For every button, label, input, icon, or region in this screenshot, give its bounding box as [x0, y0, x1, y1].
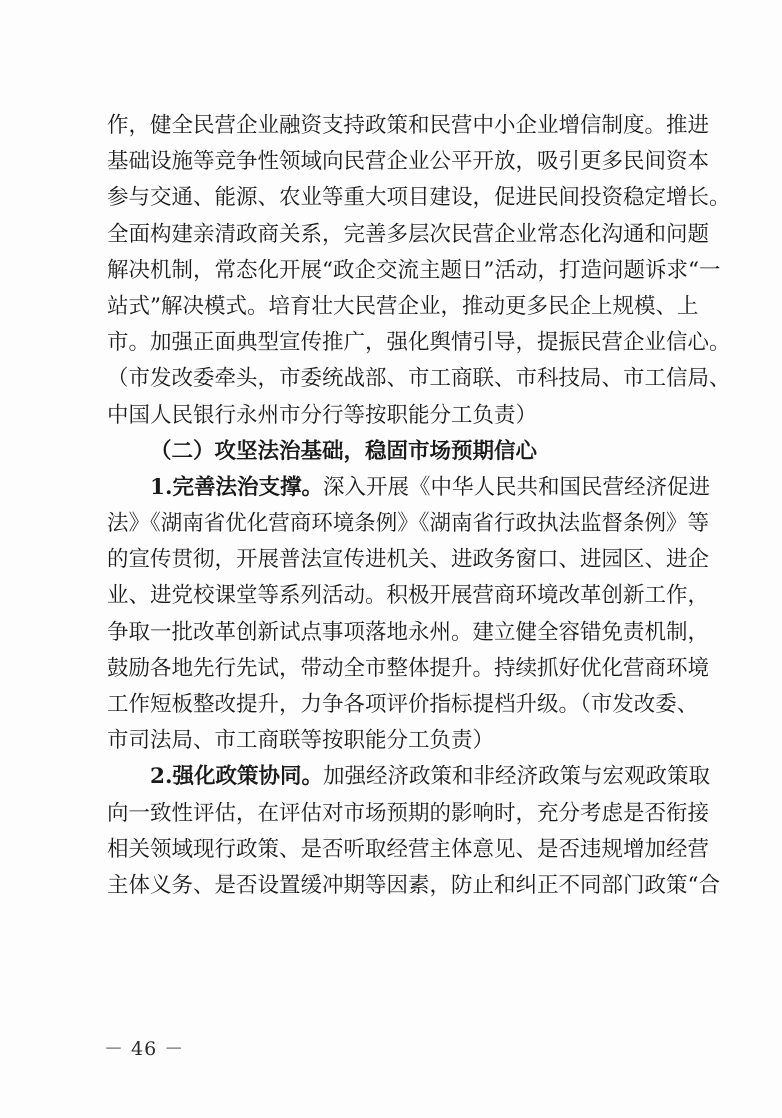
text-line: 参与交通、能源、农业等重大项目建设，促进民间投资稳定增长。	[107, 185, 731, 211]
text-line: 向一致性评估，在评估对市场预期的影响时，充分考虑是否衔接	[107, 800, 710, 826]
text-line: 中国人民银行永州市分行等按职能分工负责）	[107, 402, 538, 428]
text-line: 业、进党校课堂等系列活动。积极开展营商环境改革创新工作，	[107, 583, 710, 609]
page-number: － 46 －	[104, 1038, 185, 1060]
text-line: （市发改委牵头，市委统战部、市工商联、市科技局、市工信局、	[107, 366, 731, 392]
item1-lead: 1.完善法治支撑。	[150, 474, 323, 500]
item1-first-line	[107, 470, 710, 506]
item2-first-line	[107, 759, 710, 795]
text-line: 基础设施等竞争性领域向民营企业公平开放，吸引更多民间资本	[107, 149, 710, 175]
text-line: 解决机制，常态化开展“政企交流主题日”活动，打造问题诉求“一	[107, 257, 721, 283]
text-line: 站式”解决模式。培育壮大民营企业，推动更多民企上规模、上	[107, 293, 699, 319]
document-body	[107, 108, 731, 904]
text-line: 鼓励各地先行先试，带动全市整体提升。持续抓好优化营商环境	[107, 655, 710, 681]
text-line: 主体义务、是否设置缓冲期等因素，防止和纠正不同部门政策“合	[107, 872, 720, 898]
text-line: 作，健全民营企业融资支持政策和民营中小企业增信制度。推进	[107, 113, 710, 138]
text-line: 工作短板整改提升，力争各项评价指标提档升级。（市发改委、	[107, 692, 699, 717]
text-line: 相关领域现行政策、是否听取经营主体意见、是否违规增加经营	[107, 836, 710, 862]
item2-lead: 2.强化政策协同。	[150, 764, 323, 790]
text-line: 市司法局、市工商联等按职能分工负责）	[107, 728, 495, 754]
text-line: 的宣传贯彻，开展普法宣传进机关、进政务窗口、进园区、进企	[107, 547, 710, 573]
text-line: 争取一批改革创新试点事项落地永州。建立健全容错免责机制，	[107, 619, 710, 645]
item2-first-line-rest: 加强经济政策和非经济政策与宏观政策取	[322, 764, 710, 790]
item1-first-line-rest: 深入开展《中华人民共和国民营经济促进	[322, 474, 710, 500]
text-line: 全面构建亲清政商关系，完善多层次民营企业常态化沟通和问题	[107, 221, 710, 247]
text-line: 法》《湖南省优化营商环境条例》《湖南省行政执法监督条例》等	[107, 511, 710, 537]
section-heading: （二）攻坚法治基础，稳固市场预期信心	[150, 438, 538, 464]
text-line: 市。加强正面典型宣传推广，强化舆情引导，提振民营企业信心。	[107, 330, 731, 356]
